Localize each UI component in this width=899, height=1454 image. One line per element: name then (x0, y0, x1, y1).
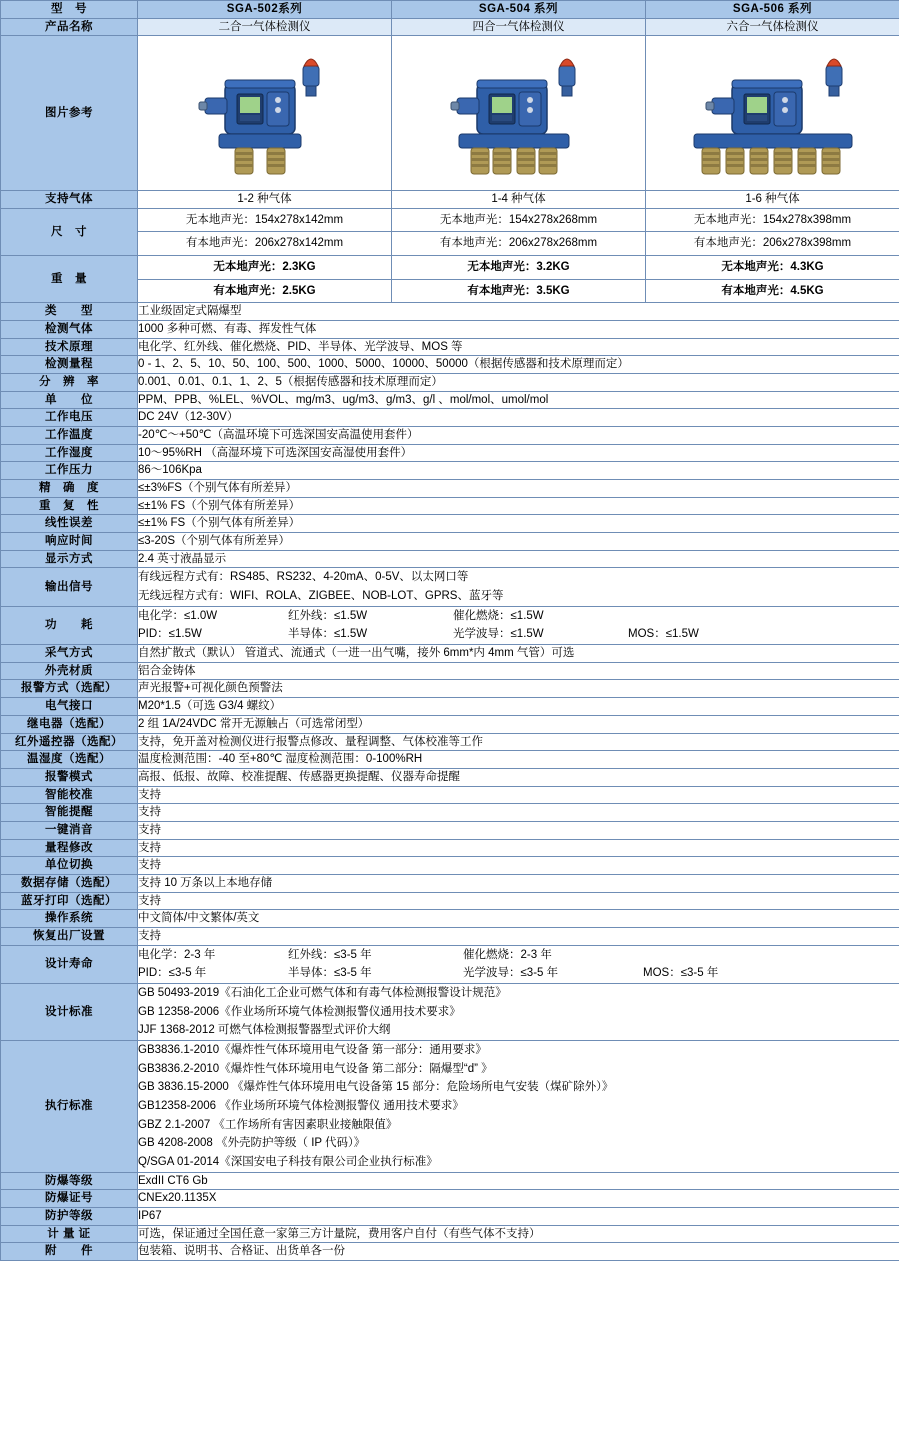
table-row-size (1, 208, 899, 255)
row-label-range-modify: 量程修改 (1, 839, 138, 857)
exec-std-line-2: GB3836.2-2010《爆炸性气体环境用电气设备 第二部分：隔爆型“d” 》 (138, 1062, 493, 1075)
row-value-power (138, 606, 899, 644)
life-pid: PID：≤3-5 年 (138, 967, 207, 980)
exec-std-line-5: GBZ 2.1-2007 《工作场所有害因素职业接触限值》 (138, 1118, 398, 1131)
exec-std-line-6: GB 4208-2008 《外壳防护等级（ IP 代码）》 (138, 1137, 366, 1150)
table-row-support-gas (1, 191, 899, 209)
table-row-response-time (1, 533, 899, 551)
weight-502 (138, 256, 392, 303)
row-value-design-standard (138, 983, 899, 1040)
table-row-display (1, 550, 899, 568)
row-value-output-signal (138, 568, 899, 606)
row-label-work-pressure: 工作压力 (1, 462, 138, 480)
table-row-ex-cert (1, 1190, 899, 1208)
device-image-504 (392, 36, 646, 191)
table-row-design-life (1, 945, 899, 983)
row-value-ip-level: IP67 (138, 1207, 899, 1225)
row-value-unit-switch: 支持 (138, 857, 899, 875)
row-value-factory-reset: 支持 (138, 927, 899, 945)
row-label-accessory: 附 件 (1, 1243, 138, 1261)
row-label-alarm-way: 报警方式（选配） (1, 680, 138, 698)
row-label-tech-principle: 技术原理 (1, 338, 138, 356)
row-label-exec-standard: 执行标准 (1, 1040, 138, 1172)
weight-506-top: 无本地声光：4.3KG (646, 256, 899, 280)
row-label-ex-cert: 防爆证号 (1, 1190, 138, 1208)
model-502: SGA-502系列 (138, 1, 392, 19)
row-value-response-time: ≤3-20S（个别气体有所差异） (138, 533, 899, 551)
row-value-repeatability: ≤±1% FS（个别气体有所差异） (138, 497, 899, 515)
row-label-relay: 继电器（选配） (1, 715, 138, 733)
row-label-size: 尺 寸 (1, 208, 138, 255)
table-row-smart-reminder (1, 804, 899, 822)
power-mos: MOS：≤1.5W (628, 628, 699, 641)
table-row-data-storage (1, 874, 899, 892)
table-row-tech-principle (1, 338, 899, 356)
exec-std-line-4: GB12358-2006 《作业场所环境气体检测报警仪 通用技术要求》 (138, 1099, 464, 1112)
table-row-factory-reset (1, 927, 899, 945)
weight-502-bottom: 有本地声光：2.5KG (213, 284, 316, 297)
support-gas-504: 1-4 种气体 (392, 191, 646, 209)
power-line-1 (138, 607, 899, 626)
row-value-ex-cert: CNEx20.1135X (138, 1190, 899, 1208)
size-506-bottom: 有本地声光：206x278x398mm (693, 237, 852, 250)
row-value-smart-reminder: 支持 (138, 804, 899, 822)
row-label-display: 显示方式 (1, 550, 138, 568)
table-row-range-modify (1, 839, 899, 857)
row-label-one-key-mute: 一键消音 (1, 821, 138, 839)
row-value-design-life (138, 945, 899, 983)
row-value-accessory: 包装箱、说明书、合格证、出货单各一份 (138, 1243, 899, 1261)
table-row-unit (1, 391, 899, 409)
product-name-504: 四合一气体检测仪 (392, 18, 646, 36)
life-mos: MOS：≤3-5 年 (643, 967, 719, 980)
table-row-smart-calibration (1, 786, 899, 804)
row-value-detect-gas: 1000 多种可燃、有毒、挥发性气体 (138, 321, 899, 339)
table-row-output-signal (1, 568, 899, 606)
row-value-alarm-way: 声光报警+可视化颜色预警法 (138, 680, 899, 698)
row-value-smart-calibration: 支持 (138, 786, 899, 804)
row-value-linearity: ≤±1% FS（个别气体有所差异） (138, 515, 899, 533)
size-506-top: 无本地声光：154x278x398mm (646, 209, 899, 233)
life-semiconductor: 半导体：≤3-5 年 (288, 967, 372, 980)
table-row-temp-humidity (1, 751, 899, 769)
model-506: SGA-506 系列 (646, 1, 899, 19)
row-label-unit-switch: 单位切换 (1, 857, 138, 875)
life-electrochem: 电化学：2-3 年 (138, 948, 216, 961)
table-row-one-key-mute (1, 821, 899, 839)
table-row-sampling (1, 645, 899, 663)
table-row-ip-level (1, 1207, 899, 1225)
row-value-alarm-mode: 高报、低报、故障、校准提醒、传感器更换提醒、仪器寿命提醒 (138, 768, 899, 786)
row-label-os: 操作系统 (1, 910, 138, 928)
row-value-sampling: 自然扩散式（默认） 管道式、流通式（一进一出气嘴，接外 6mm*内 4mm 气管）可选 (138, 645, 899, 663)
size-502-bottom: 有本地声光：206x278x142mm (185, 237, 344, 250)
size-504-bottom: 有本地声光：206x278x268mm (439, 237, 598, 250)
row-label-unit: 单 位 (1, 391, 138, 409)
row-value-range-modify: 支持 (138, 839, 899, 857)
row-value-bluetooth-print: 支持 (138, 892, 899, 910)
table-row-product-name (1, 18, 899, 36)
exec-std-line-7: Q/SGA 01-2014《深国安电子科技有限公司企业执行标准》 (138, 1155, 438, 1168)
table-row-linearity (1, 515, 899, 533)
row-label-sampling: 采气方式 (1, 645, 138, 663)
row-label-repeatability: 重 复 性 (1, 497, 138, 515)
row-label-range: 检测量程 (1, 356, 138, 374)
row-value-electric-port: M20*1.5（可选 G3/4 螺纹） (138, 698, 899, 716)
row-label-design-standard: 设计标准 (1, 983, 138, 1040)
row-label-temp-humidity: 温湿度（选配） (1, 751, 138, 769)
table-row-weight (1, 256, 899, 303)
weight-506 (646, 256, 899, 303)
table-row-repeatability (1, 497, 899, 515)
table-row-accessory (1, 1243, 899, 1261)
table-row-metering-cert (1, 1225, 899, 1243)
row-label-weight: 重 量 (1, 256, 138, 303)
row-label-ex-level: 防爆等级 (1, 1172, 138, 1190)
row-value-work-pressure: 86～106Kpa (138, 462, 899, 480)
row-label-image-reference: 图片参考 (1, 36, 138, 191)
device-image-506 (646, 36, 899, 191)
table-row-power (1, 606, 899, 644)
row-value-ir-remote: 支持，免开盖对检测仪进行报警点修改、量程调整、气体校准等工作 (138, 733, 899, 751)
table-row-voltage (1, 409, 899, 427)
row-value-data-storage: 支持 10 万条以上本地存储 (138, 874, 899, 892)
weight-504 (392, 256, 646, 303)
row-label-metering-cert: 计 量 证 (1, 1225, 138, 1243)
design-std-line-2: GB 12358-2006《作业场所环境气体检测报警仪通用技术要求》 (138, 1005, 461, 1018)
size-502-top: 无本地声光：154x278x142mm (138, 209, 391, 233)
power-line-2 (138, 625, 899, 644)
table-row-ir-remote (1, 733, 899, 751)
design-life-line-2 (138, 964, 899, 983)
gas-detector-4-icon (419, 36, 619, 184)
row-value-metering-cert: 可选，保证通过全国任意一家第三方计量院，费用客户自付（有些气体不支持） (138, 1225, 899, 1243)
exec-std-line-3: GB 3836.15-2000 《爆炸性气体环境用电气设备第 15 部分：危险场所电气安装（煤矿除外）》 (138, 1081, 614, 1094)
row-label-linearity: 线性误差 (1, 515, 138, 533)
output-line-1: 有线远程方式有：RS485、RS232、4-20mA、0-5V、以太网口等 (138, 571, 469, 584)
table-row-electric-port (1, 698, 899, 716)
row-value-relay: 2 组 1A/24VDC 常开无源触占（可选常闭型） (138, 715, 899, 733)
row-label-bluetooth-print: 蓝牙打印（选配） (1, 892, 138, 910)
row-label-voltage: 工作电压 (1, 409, 138, 427)
weight-506-bottom: 有本地声光：4.5KG (721, 284, 824, 297)
life-catalytic: 催化燃烧：2-3 年 (463, 948, 552, 961)
design-std-line-3: JJF 1368-2012 可燃气体检测报警器型式评价大纲 (138, 1024, 391, 1037)
gas-detector-2-icon (175, 36, 355, 184)
device-image-502 (138, 36, 392, 191)
power-semiconductor: 半导体：≤1.5W (288, 628, 368, 641)
row-value-accuracy: ≤±3%FS（个别气体有所差异） (138, 480, 899, 498)
row-label-detect-gas: 检测气体 (1, 321, 138, 339)
life-optical-waveguide: 光学波导：≤3-5 年 (463, 967, 559, 980)
table-row-work-humidity (1, 444, 899, 462)
power-optical-waveguide: 光学波导：≤1.5W (453, 628, 544, 641)
table-row-bluetooth-print (1, 892, 899, 910)
table-row-image-reference (1, 36, 899, 191)
row-label-model: 型 号 (1, 1, 138, 19)
weight-504-bottom: 有本地声光：3.5KG (467, 284, 570, 297)
exec-std-line-1: GB3836.1-2010《爆炸性气体环境用电气设备 第一部分：通用要求》 (138, 1043, 487, 1056)
size-504-top: 无本地声光：154x278x268mm (392, 209, 645, 233)
size-504 (392, 208, 646, 255)
row-label-product-name: 产品名称 (1, 18, 138, 36)
row-value-work-temp: -20℃～+50℃（高温环境下可选深国安高温使用套件） (138, 427, 899, 445)
row-label-work-humidity: 工作湿度 (1, 444, 138, 462)
weight-504-top: 无本地声光：3.2KG (392, 256, 645, 280)
table-row-unit-switch (1, 857, 899, 875)
row-value-tech-principle: 电化学、红外线、催化燃烧、PID、半导体、光学波导、MOS 等 (138, 338, 899, 356)
product-name-502: 二合一气体检测仪 (138, 18, 392, 36)
table-row-detect-gas (1, 321, 899, 339)
power-pid: PID：≤1.5W (138, 628, 202, 641)
row-label-factory-reset: 恢复出厂设置 (1, 927, 138, 945)
table-row-ex-level (1, 1172, 899, 1190)
row-label-smart-calibration: 智能校准 (1, 786, 138, 804)
table-row-resolution (1, 374, 899, 392)
size-506 (646, 208, 899, 255)
power-catalytic: 催化燃烧：≤1.5W (453, 609, 544, 622)
row-label-resolution: 分 辨 率 (1, 374, 138, 392)
table-row-range (1, 356, 899, 374)
row-value-os: 中文简体/中文繁体/英文 (138, 910, 899, 928)
output-line-2: 无线远程方式有：WIFI、ROLA、ZIGBEE、NOB-LOT、GPRS、蓝牙等 (138, 590, 504, 603)
row-value-resolution: 0.001、0.01、0.1、1、2、5（根据传感器和技术原理而定） (138, 374, 899, 392)
row-value-voltage: DC 24V（12-30V） (138, 409, 899, 427)
gas-detector-6-icon (658, 36, 888, 184)
table-row-work-temp (1, 427, 899, 445)
row-value-shell: 铝合金铸体 (138, 662, 899, 680)
life-infrared: 红外线：≤3-5 年 (288, 948, 372, 961)
row-label-power: 功 耗 (1, 606, 138, 644)
design-std-line-1: GB 50493-2019《石油化工企业可燃气体和有毒气体检测报警设计规范》 (138, 986, 507, 999)
table-row-work-pressure (1, 462, 899, 480)
row-label-electric-port: 电气接口 (1, 698, 138, 716)
table-row-relay (1, 715, 899, 733)
model-504: SGA-504 系列 (392, 1, 646, 19)
row-value-ex-level: ExdII CT6 Gb (138, 1172, 899, 1190)
row-label-output-signal: 输出信号 (1, 568, 138, 606)
row-value-exec-standard (138, 1040, 899, 1172)
row-label-ip-level: 防护等级 (1, 1207, 138, 1225)
power-infrared: 红外线：≤1.5W (288, 609, 368, 622)
row-value-display: 2.4 英寸液晶显示 (138, 550, 899, 568)
row-label-design-life: 设计寿命 (1, 945, 138, 983)
table-row-os (1, 910, 899, 928)
row-value-range: 0 - 1、2、5、10、50、100、500、1000、5000、10000、50000（根据传感器和技术原理而定） (138, 356, 899, 374)
product-name-506: 六合一气体检测仪 (646, 18, 899, 36)
row-label-accuracy: 精 确 度 (1, 480, 138, 498)
table-row-alarm-way (1, 680, 899, 698)
row-label-ir-remote: 红外遥控器（选配） (1, 733, 138, 751)
design-life-line-1 (138, 946, 899, 965)
size-502 (138, 208, 392, 255)
table-row-type (1, 303, 899, 321)
row-label-data-storage: 数据存储（选配） (1, 874, 138, 892)
row-label-type: 类 型 (1, 303, 138, 321)
row-value-work-humidity: 10～95%RH （高湿环境下可选深国安高湿使用套件） (138, 444, 899, 462)
row-label-response-time: 响应时间 (1, 533, 138, 551)
table-row-exec-standard (1, 1040, 899, 1172)
row-label-alarm-mode: 报警模式 (1, 768, 138, 786)
row-label-support-gas: 支持气体 (1, 191, 138, 209)
row-value-unit: PPM、PPB、%LEL、%VOL、mg/m3、ug/m3、g/m3、g/l 、mol/mol、umol/mol (138, 391, 899, 409)
row-value-type: 工业级固定式隔爆型 (138, 303, 899, 321)
row-label-smart-reminder: 智能提醒 (1, 804, 138, 822)
table-row-model (1, 1, 899, 19)
weight-502-top: 无本地声光：2.3KG (138, 256, 391, 280)
row-value-temp-humidity: 温度检测范围：-40 至+80℃ 湿度检测范围：0-100%RH (138, 751, 899, 769)
support-gas-502: 1-2 种气体 (138, 191, 392, 209)
table-row-shell (1, 662, 899, 680)
table-row-accuracy (1, 480, 899, 498)
power-electrochem: 电化学：≤1.0W (138, 609, 218, 622)
row-label-shell: 外壳材质 (1, 662, 138, 680)
support-gas-506: 1-6 种气体 (646, 191, 899, 209)
table-row-design-standard (1, 983, 899, 1040)
row-value-one-key-mute: 支持 (138, 821, 899, 839)
row-label-work-temp: 工作温度 (1, 427, 138, 445)
table-row-alarm-mode (1, 768, 899, 786)
